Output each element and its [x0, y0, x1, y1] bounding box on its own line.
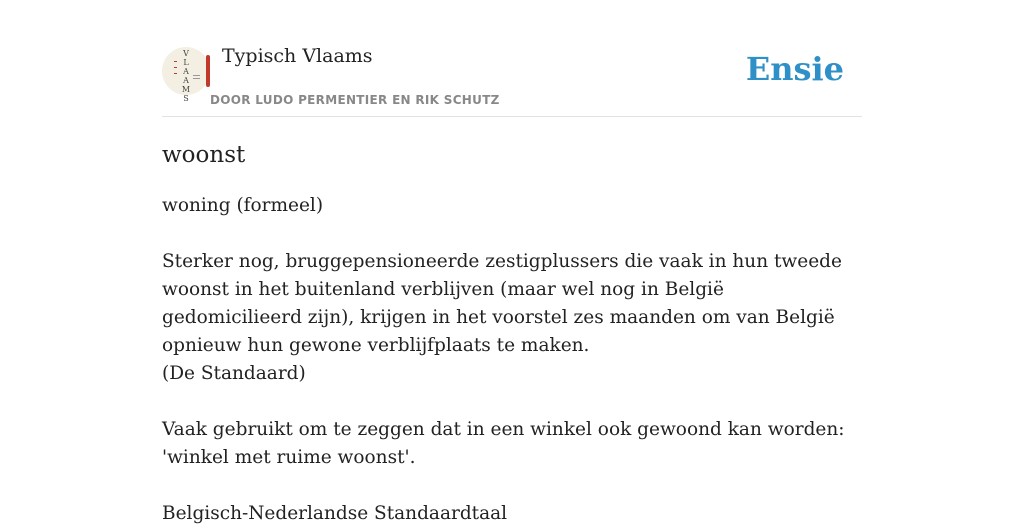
logo-decoration — [174, 73, 177, 74]
logo-letter: A — [183, 67, 189, 76]
logo-letter: M — [181, 85, 191, 94]
example-quote: Sterker nog, bruggepensioneerde zestigplussers die vaak in hun tweede woonst in het buitenland verblijven (maar wel nog in België gedomicilieerd zijn), krijgen in het voorstel zes maanden om van België opnieuw hun gewone verblijfplaats te maken. — [162, 251, 842, 356]
ensie-logo-link[interactable]: Ensie — [745, 50, 844, 88]
logo-stripe — [206, 55, 210, 87]
logo-letters — [181, 49, 191, 103]
definition-short: woning (formeel) — [162, 195, 324, 216]
logo-decoration — [193, 75, 200, 76]
logo-decoration — [193, 78, 200, 79]
logo-letter: S — [183, 94, 189, 103]
spacer — [162, 388, 862, 416]
usage-note: Vaak gebruikt om te zeggen dat in een winkel ook gewoond kan worden: 'winkel met ruime woonst'. — [162, 419, 845, 468]
book-logo[interactable] — [162, 47, 210, 103]
book-author: DOOR LUDO PERMENTIER EN RIK SCHUTZ — [210, 93, 500, 107]
logo-letter: A — [183, 76, 189, 85]
spacer — [162, 220, 862, 248]
spacer — [162, 472, 862, 500]
book-title-link[interactable]: Typisch Vlaams — [222, 45, 373, 67]
book-header — [162, 0, 862, 117]
logo-decoration — [174, 67, 177, 68]
entry-category: Belgisch-Nederlandse Standaardtaal — [162, 503, 508, 524]
page — [162, 0, 862, 524]
logo-letter: L — [183, 58, 189, 67]
entry-term: woonst — [162, 142, 246, 168]
dictionary-entry — [162, 116, 862, 528]
example-source: (De Standaard) — [162, 363, 306, 384]
logo-decoration — [174, 61, 177, 62]
entry-definition — [162, 192, 862, 528]
logo-letter: V — [183, 49, 189, 58]
